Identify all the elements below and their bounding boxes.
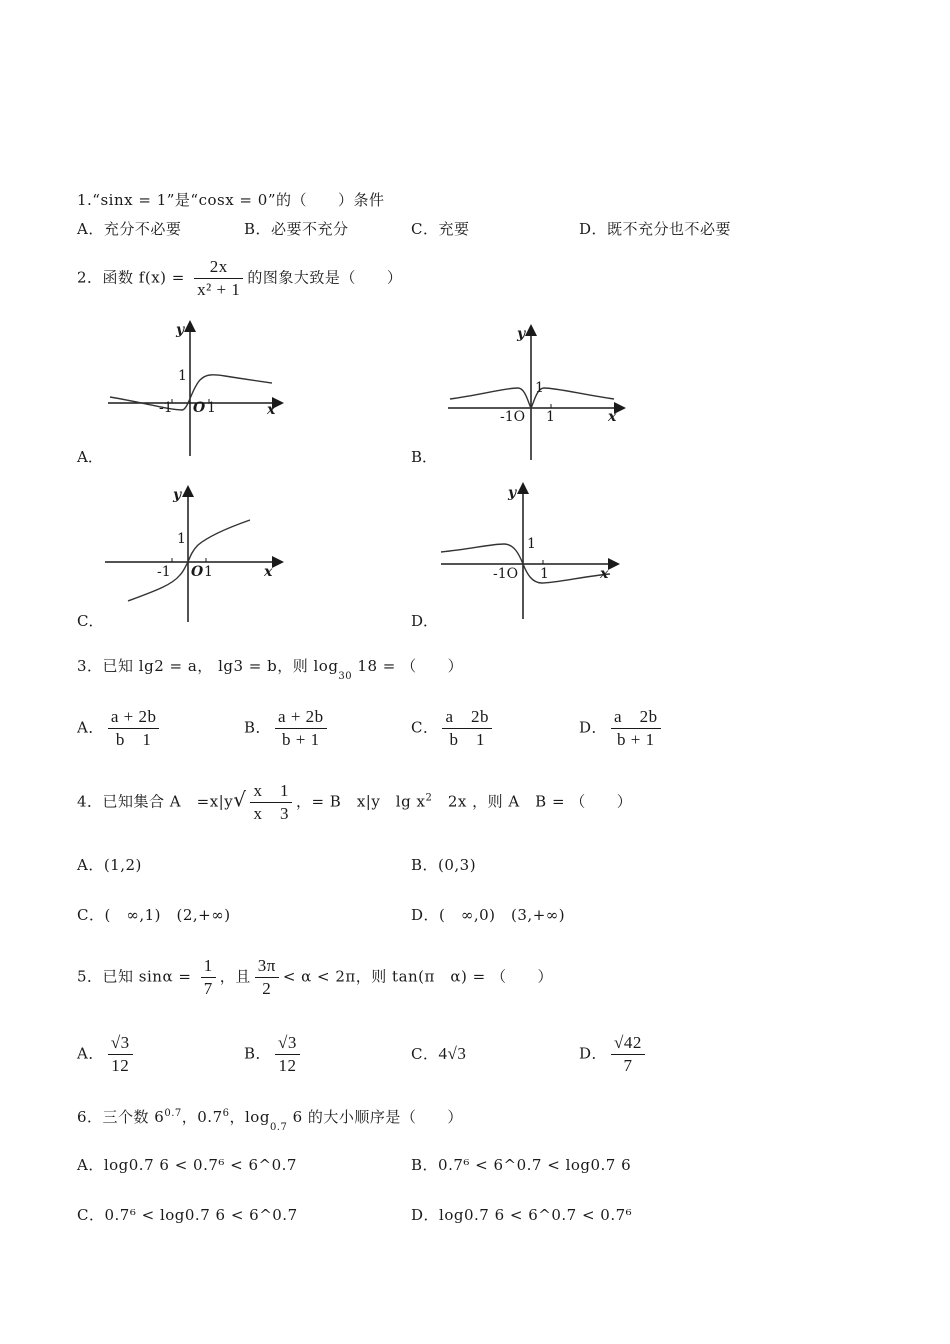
graph-a bbox=[100, 318, 290, 458]
q5-option-b-label: B． bbox=[244, 1044, 272, 1063]
graph-a-one-x: 1 bbox=[207, 400, 216, 416]
question-4-stem: 4．已知集合 A =x|y√ $\frac{x 1}{x 3}$ ，= B x|y $\lg x^2$ 2x ，则 A B = （ ） bbox=[77, 781, 633, 823]
question-6-stem bbox=[77, 1104, 463, 1138]
graph-c-x-label: x bbox=[264, 564, 273, 580]
q3-option-d-den: b + 1 bbox=[617, 730, 655, 749]
q6-stem-d: 6 的大小顺序是（ ） bbox=[287, 1108, 463, 1126]
graph-a-origin: O bbox=[193, 400, 206, 416]
q3-option-b bbox=[244, 706, 331, 751]
graph-a-x-label: x bbox=[267, 402, 276, 418]
q6-exp-1: 0.7 bbox=[164, 1108, 182, 1119]
q6-option-c: C．0.7⁶ < log0.7 6 < 6^0.7 bbox=[77, 1206, 298, 1224]
q2-fraction-num: 2x bbox=[194, 256, 243, 279]
q3-option-c-label: C． bbox=[411, 718, 439, 737]
q3-option-c-num: a 2b bbox=[442, 706, 492, 729]
q4-stem-a: 4．已知集合 A =x|y bbox=[77, 792, 234, 811]
graph-b-x-label: x bbox=[608, 409, 617, 425]
q5-option-a bbox=[77, 1032, 137, 1077]
graph-d-one-x: 1 bbox=[540, 566, 549, 582]
graph-c-y-label: y bbox=[173, 487, 182, 503]
q4-stem-b: ，= B x|y lg x bbox=[295, 792, 426, 811]
question-5-stem bbox=[77, 955, 553, 1000]
graph-b-label: B． bbox=[411, 448, 438, 466]
q6-log-base: 0.7 bbox=[269, 1122, 288, 1133]
q5-f1-num: 1 bbox=[201, 955, 216, 978]
q3-option-a-num: a + 2b bbox=[108, 706, 160, 729]
q1-option-a: A．充分不必要 bbox=[77, 220, 182, 238]
q3-option-b-num: a + 2b bbox=[275, 706, 327, 729]
q5-option-d-label: D． bbox=[579, 1044, 608, 1063]
question-3-stem bbox=[77, 656, 463, 687]
graph-d-neg-one-origin: -1O bbox=[493, 566, 519, 582]
q5-option-c-value: 4√3 bbox=[438, 1044, 467, 1063]
graph-d bbox=[436, 482, 626, 622]
graph-a-one-y: 1 bbox=[178, 368, 187, 384]
q5-option-a-den: 12 bbox=[111, 1056, 130, 1075]
graph-c-neg-one: -1 bbox=[157, 564, 171, 580]
q6-option-a: A．log0.7 6 < 0.7⁶ < 6^0.7 bbox=[77, 1156, 297, 1174]
q4-option-d: D．( ∞,0) (3,+∞) bbox=[411, 906, 566, 924]
q5-option-c bbox=[411, 1044, 466, 1064]
graph-c-one-x: 1 bbox=[204, 564, 213, 580]
q6-stem-a: 6．三个数 6 bbox=[77, 1108, 165, 1126]
q5-option-a-label: A． bbox=[77, 1044, 104, 1063]
q4-option-a: A．(1,2) bbox=[77, 856, 142, 874]
q6-stem-b: ，0.7 bbox=[181, 1108, 223, 1126]
q6-stem-c: ，log bbox=[229, 1108, 270, 1126]
q4-option-c: C．( ∞,1) (2,+∞) bbox=[77, 906, 231, 924]
graph-a-y-label: y bbox=[176, 322, 185, 338]
graph-c-origin: O bbox=[191, 564, 204, 580]
graph-b-neg-one-origin: -1O bbox=[500, 409, 526, 425]
graph-d-label: D． bbox=[411, 612, 439, 630]
q3-option-d-label: D． bbox=[579, 718, 608, 737]
q4-frac-den: x 3 bbox=[253, 804, 289, 823]
q5-option-d bbox=[579, 1032, 649, 1077]
graph-c bbox=[100, 485, 290, 625]
q3-option-c-den: b 1 bbox=[449, 730, 485, 749]
q5-f1-den: 7 bbox=[203, 979, 213, 998]
graph-a-neg-one: -1 bbox=[159, 400, 173, 416]
graph-d-one-y: 1 bbox=[527, 536, 536, 552]
q1-option-c: C．充要 bbox=[411, 220, 470, 238]
q5-option-a-num: √3 bbox=[108, 1032, 133, 1055]
q2-fraction bbox=[194, 256, 243, 301]
q5-option-b-den: 12 bbox=[278, 1056, 297, 1075]
q5-f2-num: 3π bbox=[255, 955, 279, 978]
question-1-stem: 1.“sinx = 1”是“cosx = 0”的（ ）条件 bbox=[77, 191, 385, 209]
q2-prefix: 2．函数 f(x) = bbox=[77, 268, 191, 287]
q6-exp-2: 6 bbox=[222, 1108, 230, 1119]
q5-stem-a: 5．已知 sinα = bbox=[77, 967, 197, 986]
q3-stem-prefix: 3．已知 lg2 = a， lg3 = b，则 log bbox=[77, 657, 339, 675]
q1-option-d: D．既不充分也不必要 bbox=[579, 220, 732, 238]
graph-c-label: C． bbox=[77, 612, 104, 630]
q3-option-d-num: a 2b bbox=[611, 706, 661, 729]
q4-frac-num: x 1 bbox=[250, 780, 292, 803]
q3-option-d bbox=[579, 706, 665, 751]
q5-option-b bbox=[244, 1032, 304, 1077]
q3-option-b-den: b + 1 bbox=[282, 730, 320, 749]
q3-option-a-den: b 1 bbox=[115, 730, 152, 749]
graph-c-one-y: 1 bbox=[177, 531, 186, 547]
q3-option-c bbox=[411, 706, 496, 751]
q6-option-b: B．0.7⁶ < 6^0.7 < log0.7 6 bbox=[411, 1156, 632, 1174]
q3-stem-suffix: 18 = （ ） bbox=[352, 657, 464, 675]
q5-option-c-label: C． bbox=[411, 1045, 439, 1063]
graph-d-y-label: y bbox=[508, 485, 517, 501]
q5-stem-b: ，且 bbox=[219, 967, 251, 986]
q3-option-b-label: B． bbox=[244, 718, 272, 737]
q4-stem-c: 2x ，则 A B = （ ） bbox=[432, 792, 633, 811]
q2-suffix: 的图象大致是（ ） bbox=[247, 268, 403, 287]
question-2-stem bbox=[77, 256, 402, 301]
graph-b-one-x: 1 bbox=[546, 409, 555, 425]
q3-log-base: 30 bbox=[338, 671, 353, 682]
graph-d-x-label: x bbox=[600, 566, 609, 582]
q1-option-b: B．必要不充分 bbox=[244, 220, 349, 238]
q5-option-b-num: √3 bbox=[275, 1032, 300, 1055]
q5-option-d-num: √42 bbox=[611, 1032, 645, 1055]
graph-b-y-label: y bbox=[517, 326, 526, 342]
q4-stem-b-sup: 2 bbox=[425, 792, 433, 804]
graph-b-one-y: 1 bbox=[535, 380, 544, 396]
graph-a-label: A． bbox=[77, 448, 103, 466]
q3-option-a-label: A． bbox=[77, 718, 104, 737]
q3-option-a bbox=[77, 706, 163, 751]
q6-option-d: D．log0.7 6 < 6^0.7 < 0.7⁶ bbox=[411, 1206, 633, 1224]
graph-b bbox=[440, 322, 630, 462]
q4-option-b: B．(0,3) bbox=[411, 856, 477, 874]
q5-option-d-den: 7 bbox=[623, 1056, 633, 1075]
q2-fraction-den: x² + 1 bbox=[197, 280, 241, 299]
q5-f2-den: 2 bbox=[262, 979, 272, 998]
q5-stem-c: < α < 2π，则 tan(π α) = （ ） bbox=[282, 967, 553, 986]
